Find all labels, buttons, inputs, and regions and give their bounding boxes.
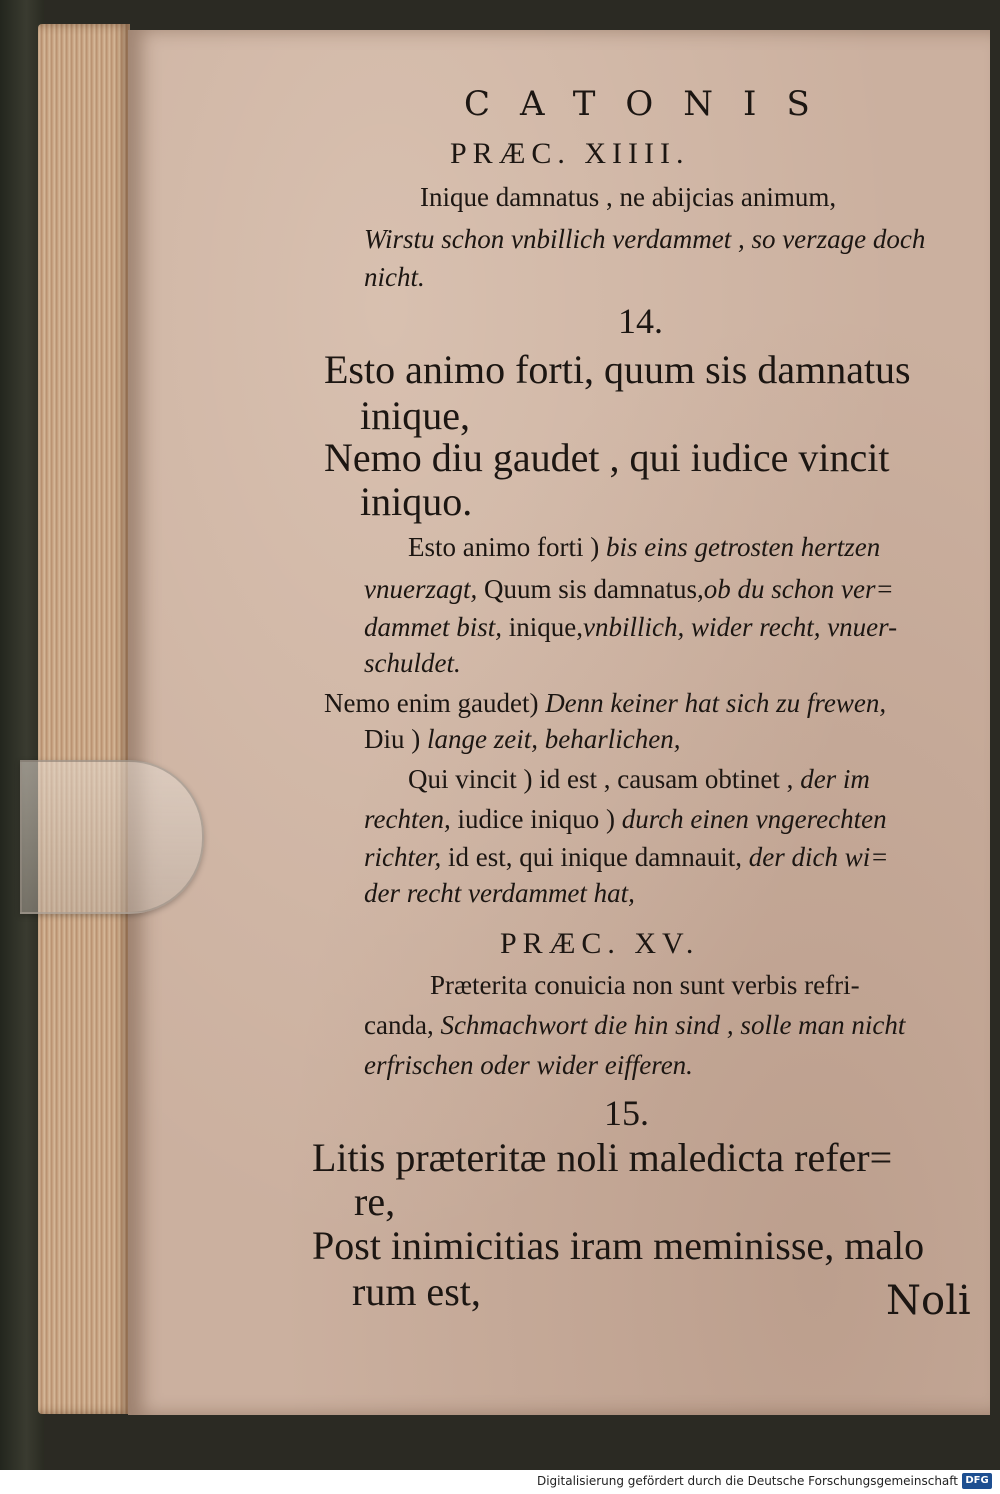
- italic-run: lange zeit, beharlichen,: [427, 724, 681, 754]
- roman-run: 14.: [618, 301, 663, 341]
- roman-run: inique,: [508, 612, 583, 642]
- roman-run: Litis præteritæ noli maledicta refer=: [312, 1135, 893, 1180]
- running-header: CATONIS: [464, 84, 840, 124]
- roman-run: PRÆC. XV.: [500, 927, 700, 960]
- verse-line: [352, 1268, 481, 1315]
- italic-run: rechten,: [364, 804, 458, 834]
- roman-run: 15.: [604, 1093, 649, 1133]
- roman-run: canda,: [364, 1010, 441, 1040]
- verse-number-14: [618, 300, 663, 342]
- praecept-heading-15: [500, 926, 699, 961]
- italic-run: nicht.: [364, 262, 425, 292]
- italic-run: der dich wi=: [748, 842, 889, 872]
- roman-run: iudice iniquo ): [457, 804, 622, 834]
- italic-run: richter,: [364, 842, 448, 872]
- roman-run: PRÆC. XIIII.: [450, 137, 690, 170]
- verse-line: [324, 434, 889, 481]
- italic-run: schuldet.: [364, 648, 461, 678]
- commentary-line: [364, 804, 887, 835]
- roman-run: iniquo.: [360, 479, 473, 524]
- praecept-line: [430, 970, 860, 1001]
- catchword: Noli: [886, 1278, 971, 1324]
- roman-run: Esto animo forti ): [408, 532, 606, 562]
- italic-run: vnuerzagt,: [364, 574, 484, 604]
- roman-run: re,: [354, 1179, 396, 1224]
- commentary-line: [364, 878, 635, 909]
- roman-run: id est, qui inique damnauit,: [448, 842, 749, 872]
- footer-bar: [0, 1470, 1000, 1494]
- roman-run: Esto animo forti, quum sis damnatus: [324, 347, 911, 392]
- roman-run: Post inimicitias iram meminisse, malo: [312, 1223, 925, 1268]
- italic-run: der recht verdammet hat,: [364, 878, 635, 908]
- italic-run: durch einen vngerechten: [621, 804, 887, 834]
- praecept-line: [364, 224, 925, 255]
- commentary-line: [408, 532, 880, 563]
- roman-run: Quum sis damnatus,: [483, 574, 704, 604]
- praecept-line: [364, 262, 425, 293]
- verse-line: [312, 1134, 892, 1181]
- praecept-line: [420, 182, 836, 213]
- roman-run: Nemo diu gaudet , qui iudice vincit: [324, 435, 890, 480]
- commentary-line: [364, 724, 680, 755]
- roman-run: Inique damnatus , ne abijcias animum,: [420, 182, 837, 212]
- commentary-line: [408, 764, 870, 795]
- roman-run: Nemo enim gaudet): [324, 688, 546, 718]
- page-clip: [20, 760, 204, 914]
- italic-run: der im: [800, 764, 870, 794]
- italic-run: bis eins getrosten hertzen: [605, 532, 881, 562]
- praecept-heading-13: [450, 136, 690, 171]
- verse-line: [354, 1178, 395, 1225]
- roman-run: Diu ): [364, 724, 427, 754]
- italic-run: ob du schon ver=: [703, 574, 894, 604]
- italic-run: Denn keiner hat sich zu frewen,: [545, 688, 887, 718]
- page-edges: [38, 24, 130, 1414]
- verse-line: [324, 346, 911, 393]
- praecept-line: [364, 1050, 693, 1081]
- verse-line: [312, 1222, 924, 1269]
- commentary-line: [364, 612, 897, 643]
- roman-run: rum est,: [352, 1269, 481, 1314]
- italic-run: dammet bist,: [364, 612, 509, 642]
- verse-number-15: [604, 1092, 649, 1134]
- commentary-line: [364, 574, 894, 605]
- italic-run: vnbillich, wider recht, vnuer-: [583, 612, 898, 642]
- praecept-line: [364, 1010, 905, 1041]
- roman-run: inique,: [360, 393, 470, 438]
- verse-line: [360, 392, 470, 439]
- verse-line: [360, 478, 472, 525]
- commentary-line: [324, 688, 886, 719]
- italic-run: Wirstu schon vnbillich verdammet , so verzage doch: [364, 224, 926, 254]
- dfg-logo-icon: DFG: [962, 1473, 992, 1489]
- funding-credit: Digitalisierung gefördert durch die Deutsche Forschungsgemeinschaft: [536, 1474, 958, 1488]
- commentary-line: [364, 648, 461, 679]
- commentary-line: [364, 842, 888, 873]
- roman-run: Præterita conuicia non sunt verbis refri-: [430, 970, 860, 1000]
- roman-run: Qui vincit ) id est , causam obtinet ,: [408, 764, 801, 794]
- italic-run: Schmachwort die hin sind , solle man nicht: [440, 1010, 906, 1040]
- italic-run: erfrischen oder wider eifferen.: [364, 1050, 693, 1080]
